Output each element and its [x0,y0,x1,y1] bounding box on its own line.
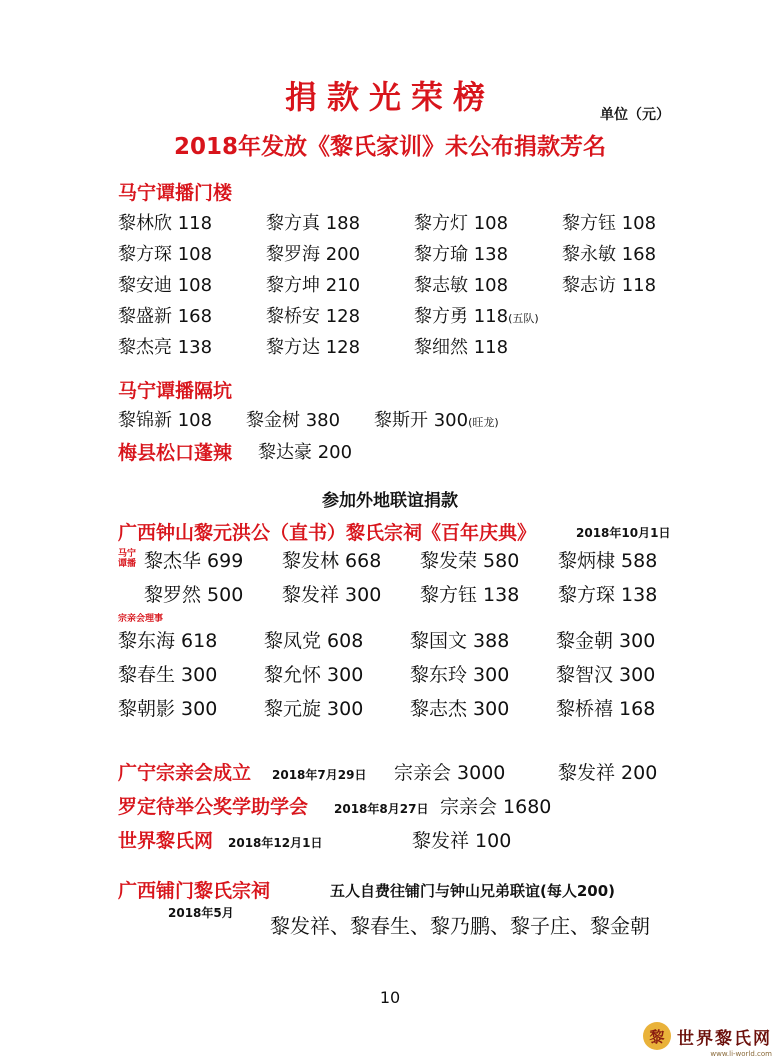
logo-text: 世界黎氏网 [677,1028,772,1049]
event-title: 广宁宗亲会成立 [118,762,252,784]
list-item: 黎发祥 200 [558,762,658,784]
list-item: 黎炳棣 588 [558,550,658,572]
list-item: 黎锦新 108 [118,410,213,431]
row-label: 宗亲会理事 [118,614,164,624]
list-item: 黎方钰 108 [562,213,657,234]
list-item: 宗亲会 3000 [394,762,506,784]
list-item: 黎东玲 300 [410,664,510,686]
list-item: 黎方灯 108 [414,213,509,234]
site-logo [643,1022,772,1058]
list-item: 黎元旋 300 [264,698,364,720]
list-item: 黎发荣 580 [420,550,520,572]
list-item: 黎林欣 118 [118,213,213,234]
list-item: 黎方坤 210 [266,275,361,296]
list-item: 黎罗然 500 [144,584,244,606]
row-label [118,549,136,569]
list-item: 黎方达 128 [266,337,361,358]
list-item: 黎允怀 300 [264,664,364,686]
note: (旺龙) [468,416,499,429]
list-item-text: 黎斯开 300 [374,410,469,431]
list-item-text: 黎方勇 118 [414,306,509,327]
unit-label: 单位（元） [600,107,670,123]
list-item: 黎方琛 108 [118,244,213,265]
list-item: 黎志敏 108 [414,275,509,296]
row-label-line: 谭播 [118,559,137,569]
page-title: 捐款光荣榜 [284,78,495,116]
note: (五队) [508,312,539,325]
event-date: 2018年12月1日 [228,836,323,850]
list-item: 黎桥禧 168 [556,698,656,720]
list-item: 黎桥安 128 [266,306,361,327]
donor-grid [118,624,702,726]
list-item: 黎杰华 699 [144,550,244,572]
list-item [562,332,710,363]
list-item: 黎达豪 200 [258,442,353,463]
list-item: 黎盛新 168 [118,306,213,327]
event-title: 世界黎氏网 [118,830,214,852]
page-number: 10 [379,988,401,1007]
list-item: 黎杰亮 138 [118,337,213,358]
event-title: 广西铺门黎氏宗祠 [118,880,271,902]
event-date: 2018年5月 [168,906,234,920]
event-date: 2018年8月27日 [334,802,429,816]
event-title: 罗定待举公奖学助学会 [118,796,309,818]
name-list: 黎发祥、黎春生、黎乃鹏、黎子庄、黎金朝 [270,914,650,938]
list-item: 黎东海 618 [118,630,218,652]
list-item: 黎发林 668 [282,550,382,572]
list-item: 宗亲会 1680 [440,796,552,818]
list-item: 黎永敏 168 [562,244,657,265]
section-heading: 马宁谭播门楼 [118,182,233,204]
list-item: 黎凤党 608 [264,630,364,652]
list-item: 黎安迪 108 [118,275,213,296]
list-item: 黎罗海 200 [266,244,361,265]
list-item: 黎金树 380 [246,410,341,431]
logo-icon: 黎 [643,1022,671,1050]
section-heading: 马宁谭播隔坑 [118,380,233,402]
donor-grid [144,544,696,612]
list-item: 黎金朝 300 [556,630,656,652]
list-item: 黎志杰 300 [410,698,510,720]
list-item [374,406,499,432]
list-item: 黎方真 188 [266,213,361,234]
list-item: 黎朝影 300 [118,698,218,720]
list-item: 黎国文 388 [410,630,510,652]
list-item: 黎智汉 300 [556,664,656,686]
row-label-line: 马宁 [118,549,137,559]
list-item: 黎春生 300 [118,664,218,686]
logo-url: www.li-world.com [710,1049,772,1058]
list-item: 黎发祥 100 [412,830,512,852]
event-description: 五人自费往铺门与钟山兄弟联谊(每人200) [330,882,616,900]
list-item: 黎志访 118 [562,275,657,296]
list-item: 黎发祥 300 [282,584,382,606]
list-item: 黎方钰 138 [420,584,520,606]
logo-text-wrap [677,1024,772,1058]
list-item: 黎方瑜 138 [414,244,509,265]
page-subtitle: 2018年发放《黎氏家训》未公布捐款芳名 [173,134,606,160]
list-item [414,301,562,332]
section-heading: 梅县松口蓬辣 [118,442,233,464]
event-date: 2018年10月1日 [576,526,671,540]
list-item: 黎细然 118 [414,337,509,358]
donor-grid [118,208,710,363]
event-date: 2018年7月29日 [272,768,367,782]
event-title: 广西钟山黎元洪公（直书）黎氏宗祠《百年庆典》 [118,522,537,544]
outside-heading: 参加外地联谊捐款 [322,491,458,511]
list-item [562,301,710,332]
list-item: 黎方琛 138 [558,584,658,606]
